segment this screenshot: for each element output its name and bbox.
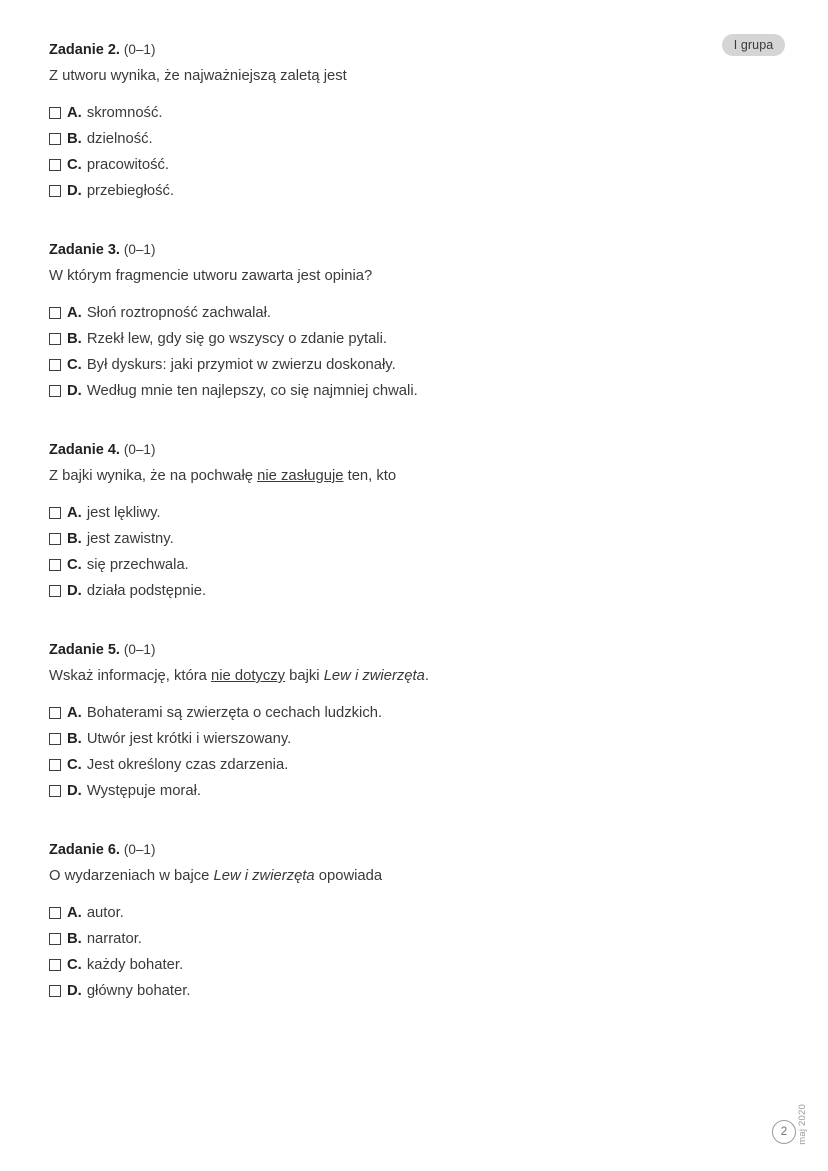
checkbox-icon[interactable] <box>49 733 61 745</box>
task-number: Zadanie 6. <box>49 842 120 858</box>
option-letter: D. <box>67 983 82 999</box>
option-text: główny bohater. <box>86 983 191 999</box>
option-letter: C. <box>67 557 82 573</box>
checkbox-icon[interactable] <box>49 307 61 319</box>
option-row[interactable] <box>49 556 749 582</box>
option-letter: A. <box>67 905 82 921</box>
option-letter: B. <box>67 131 82 147</box>
prompt-emphasis-underline: nie zasługuje <box>257 468 344 484</box>
option-text: Utwór jest krótki i wierszowany. <box>86 731 292 747</box>
task-block <box>49 440 749 608</box>
task-prompt <box>49 266 749 287</box>
checkbox-icon[interactable] <box>49 159 61 171</box>
option-row[interactable] <box>49 756 749 782</box>
option-text: pracowitość. <box>86 157 170 173</box>
option-letter: C. <box>67 757 82 773</box>
checkbox-icon[interactable] <box>49 185 61 197</box>
task-header <box>49 440 749 460</box>
option-letter: A. <box>67 305 82 321</box>
task-prompt <box>49 66 749 87</box>
checkbox-icon[interactable] <box>49 107 61 119</box>
checkbox-icon[interactable] <box>49 585 61 597</box>
option-text: się przechwala. <box>86 557 189 573</box>
option-text: dzielność. <box>86 131 153 147</box>
option-row[interactable] <box>49 304 749 330</box>
option-row[interactable] <box>49 782 749 808</box>
option-row[interactable] <box>49 704 749 730</box>
option-list <box>49 304 749 408</box>
prompt-text: Wskaż informację, która <box>49 668 211 684</box>
option-text: narrator. <box>86 931 142 947</box>
option-row[interactable] <box>49 330 749 356</box>
task-points: (0–1) <box>123 642 156 657</box>
task-points: (0–1) <box>123 842 156 857</box>
prompt-text: bajki <box>285 668 324 684</box>
option-text: działa podstępnie. <box>86 583 207 599</box>
prompt-text: opowiada <box>314 868 383 884</box>
task-header <box>49 40 749 60</box>
option-letter: D. <box>67 183 82 199</box>
option-text: przebiegłość. <box>86 183 174 199</box>
option-letter: A. <box>67 705 82 721</box>
option-list <box>49 104 749 208</box>
option-letter: D. <box>67 583 82 599</box>
option-letter: B. <box>67 931 82 947</box>
checkbox-icon[interactable] <box>49 333 61 345</box>
task-number: Zadanie 5. <box>49 642 120 658</box>
task-prompt <box>49 466 749 487</box>
task-header <box>49 640 749 660</box>
option-text: jest lękliwy. <box>86 505 161 521</box>
task-number: Zadanie 3. <box>49 242 120 258</box>
option-row[interactable] <box>49 930 749 956</box>
task-block <box>49 40 749 208</box>
option-row[interactable] <box>49 104 749 130</box>
option-row[interactable] <box>49 730 749 756</box>
prompt-text: O wydarzeniach w bajce <box>49 868 214 884</box>
prompt-text: W którym fragmencie utworu zawarta jest opinia? <box>49 268 373 284</box>
publication-date-note: maj 2020 <box>797 1104 808 1145</box>
option-row[interactable] <box>49 504 749 530</box>
option-row[interactable] <box>49 582 749 608</box>
option-letter: A. <box>67 105 82 121</box>
checkbox-icon[interactable] <box>49 533 61 545</box>
task-header <box>49 240 749 260</box>
task-block <box>49 240 749 408</box>
option-text: Jest określony czas zdarzenia. <box>86 757 289 773</box>
option-text: Według mnie ten najlepszy, co się najmniej chwali. <box>86 383 418 399</box>
checkbox-icon[interactable] <box>49 985 61 997</box>
option-row[interactable] <box>49 530 749 556</box>
checkbox-icon[interactable] <box>49 707 61 719</box>
prompt-emphasis-underline: nie dotyczy <box>211 668 286 684</box>
option-list <box>49 504 749 608</box>
option-list <box>49 904 749 1008</box>
task-points: (0–1) <box>123 442 156 457</box>
checkbox-icon[interactable] <box>49 933 61 945</box>
checkbox-icon[interactable] <box>49 907 61 919</box>
task-block <box>49 840 749 1008</box>
task-block <box>49 640 749 808</box>
option-text: Słoń roztropność zachwalał. <box>86 305 272 321</box>
option-text: każdy bohater. <box>86 957 184 973</box>
task-header <box>49 840 749 860</box>
prompt-work-title: Lew i zwierzęta <box>323 668 425 684</box>
option-text: autor. <box>86 905 124 921</box>
option-row[interactable] <box>49 356 749 382</box>
option-row[interactable] <box>49 156 749 182</box>
prompt-text: Z bajki wynika, że na pochwałę <box>49 468 258 484</box>
checkbox-icon[interactable] <box>49 507 61 519</box>
option-text: skromność. <box>86 105 163 121</box>
task-points: (0–1) <box>123 42 156 57</box>
task-number: Zadanie 4. <box>49 442 120 458</box>
prompt-work-title: Lew i zwierzęta <box>213 868 315 884</box>
option-letter: C. <box>67 957 82 973</box>
task-points: (0–1) <box>123 242 156 257</box>
option-row[interactable] <box>49 956 749 982</box>
checkbox-icon[interactable] <box>49 359 61 371</box>
task-prompt <box>49 866 749 887</box>
option-letter: B. <box>67 731 82 747</box>
prompt-text: ten, kto <box>343 468 397 484</box>
checkbox-icon[interactable] <box>49 133 61 145</box>
prompt-text: . <box>424 668 429 684</box>
checkbox-icon[interactable] <box>49 785 61 797</box>
group-badge: I grupa <box>722 34 785 56</box>
task-prompt <box>49 666 749 687</box>
checkbox-icon[interactable] <box>49 559 61 571</box>
option-row[interactable] <box>49 130 749 156</box>
option-text: jest zawistny. <box>86 531 174 547</box>
option-text: Występuje morał. <box>86 783 201 799</box>
task-number: Zadanie 2. <box>49 42 120 58</box>
option-letter: C. <box>67 357 82 373</box>
option-letter: B. <box>67 531 82 547</box>
option-letter: D. <box>67 383 82 399</box>
option-list <box>49 704 749 808</box>
option-text: Był dyskurs: jaki przymiot w zwierzu doskonały. <box>86 357 396 373</box>
option-text: Rzekł lew, gdy się go wszyscy o zdanie pytali. <box>86 331 387 347</box>
option-row[interactable] <box>49 904 749 930</box>
checkbox-icon[interactable] <box>49 385 61 397</box>
option-text: Bohaterami są zwierzęta o cechach ludzkich. <box>86 705 383 721</box>
option-letter: B. <box>67 331 82 347</box>
page-number: 2 <box>772 1120 796 1144</box>
option-letter: C. <box>67 157 82 173</box>
task-list <box>49 40 749 1008</box>
option-row[interactable] <box>49 982 749 1008</box>
checkbox-icon[interactable] <box>49 759 61 771</box>
option-letter: D. <box>67 783 82 799</box>
option-row[interactable] <box>49 382 749 408</box>
option-letter: A. <box>67 505 82 521</box>
checkbox-icon[interactable] <box>49 959 61 971</box>
option-row[interactable] <box>49 182 749 208</box>
prompt-text: Z utworu wynika, że najważniejszą zaletą jest <box>49 68 347 84</box>
